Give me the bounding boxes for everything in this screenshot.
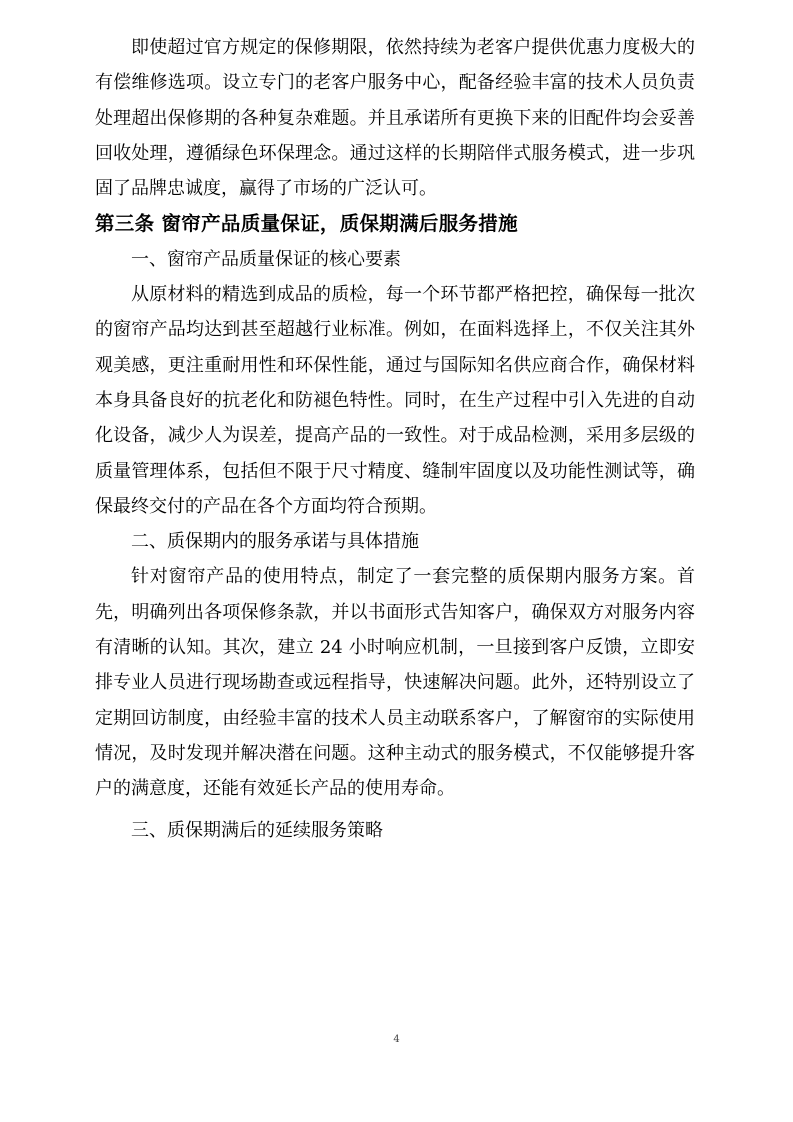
subsection-heading: 二、质保期内的服务承诺与具体措施: [131, 531, 419, 553]
page-number: 4: [393, 1034, 400, 1045]
body-paragraph: 针对窗帘产品的使用特点，制定了一套完整的质保期内服务方案。首先，明确列出各项保修条款，并以书面形式告知客户，确保双方对服务内容有清晰的认知。其次，建立 24 小时响应机制，一旦接到客户反馈，立即安排专业人员进行现场勘查或远程指导，快速解决问题。此外，还特别设立了定期回访制度，由经验丰富的技术人员主动联系客户，了解窗帘的实际使用情况，及时发现并解决潜在问题。这种主动式的服务模式，不仅能够提升客户的满意度，还能有效延长产品的使用寿命。: [95, 566, 695, 800]
body-paragraph: 从原材料的精选到成品的质检，每一个环节都严格把控，确保每一批次的窗帘产品均达到甚至超越行业标准。例如，在面料选择上，不仅关注其外观美感，更注重耐用性和环保性能，通过与国际知名供应商合作，确保材料本身具备良好的抗老化和防褪色特性。同时，在生产过程中引入先进的自动化设备，减少人为误差，提高产品的一致性。对于成品检测，采用多层级的质量管理体系，包括但不限于尺寸精度、缝制牢固度以及功能性测试等，确保最终交付的产品在各个方面均符合预期。: [95, 284, 695, 517]
section-heading: 第三条 窗帘产品质量保证，质保期满后服务措施: [95, 212, 518, 236]
subsection-heading: 一、窗帘产品质量保证的核心要素: [131, 248, 401, 270]
subsection-heading: 三、质保期满后的延续服务策略: [131, 819, 383, 841]
body-paragraph: 即使超过官方规定的保修期限，依然持续为老客户提供优惠力度极大的有偿维修选项。设立专门的老客户服务中心，配备经验丰富的技术人员负责处理超出保修期的各种复杂难题。并且承诺所有更换下来的旧配件均会妥善回收处理，遵循绿色环保理念。通过这样的长期陪伴式服务模式，进一步巩固了品牌忠诚度，赢得了市场的广泛认可。: [95, 37, 695, 200]
document-body: [95, 30, 695, 848]
